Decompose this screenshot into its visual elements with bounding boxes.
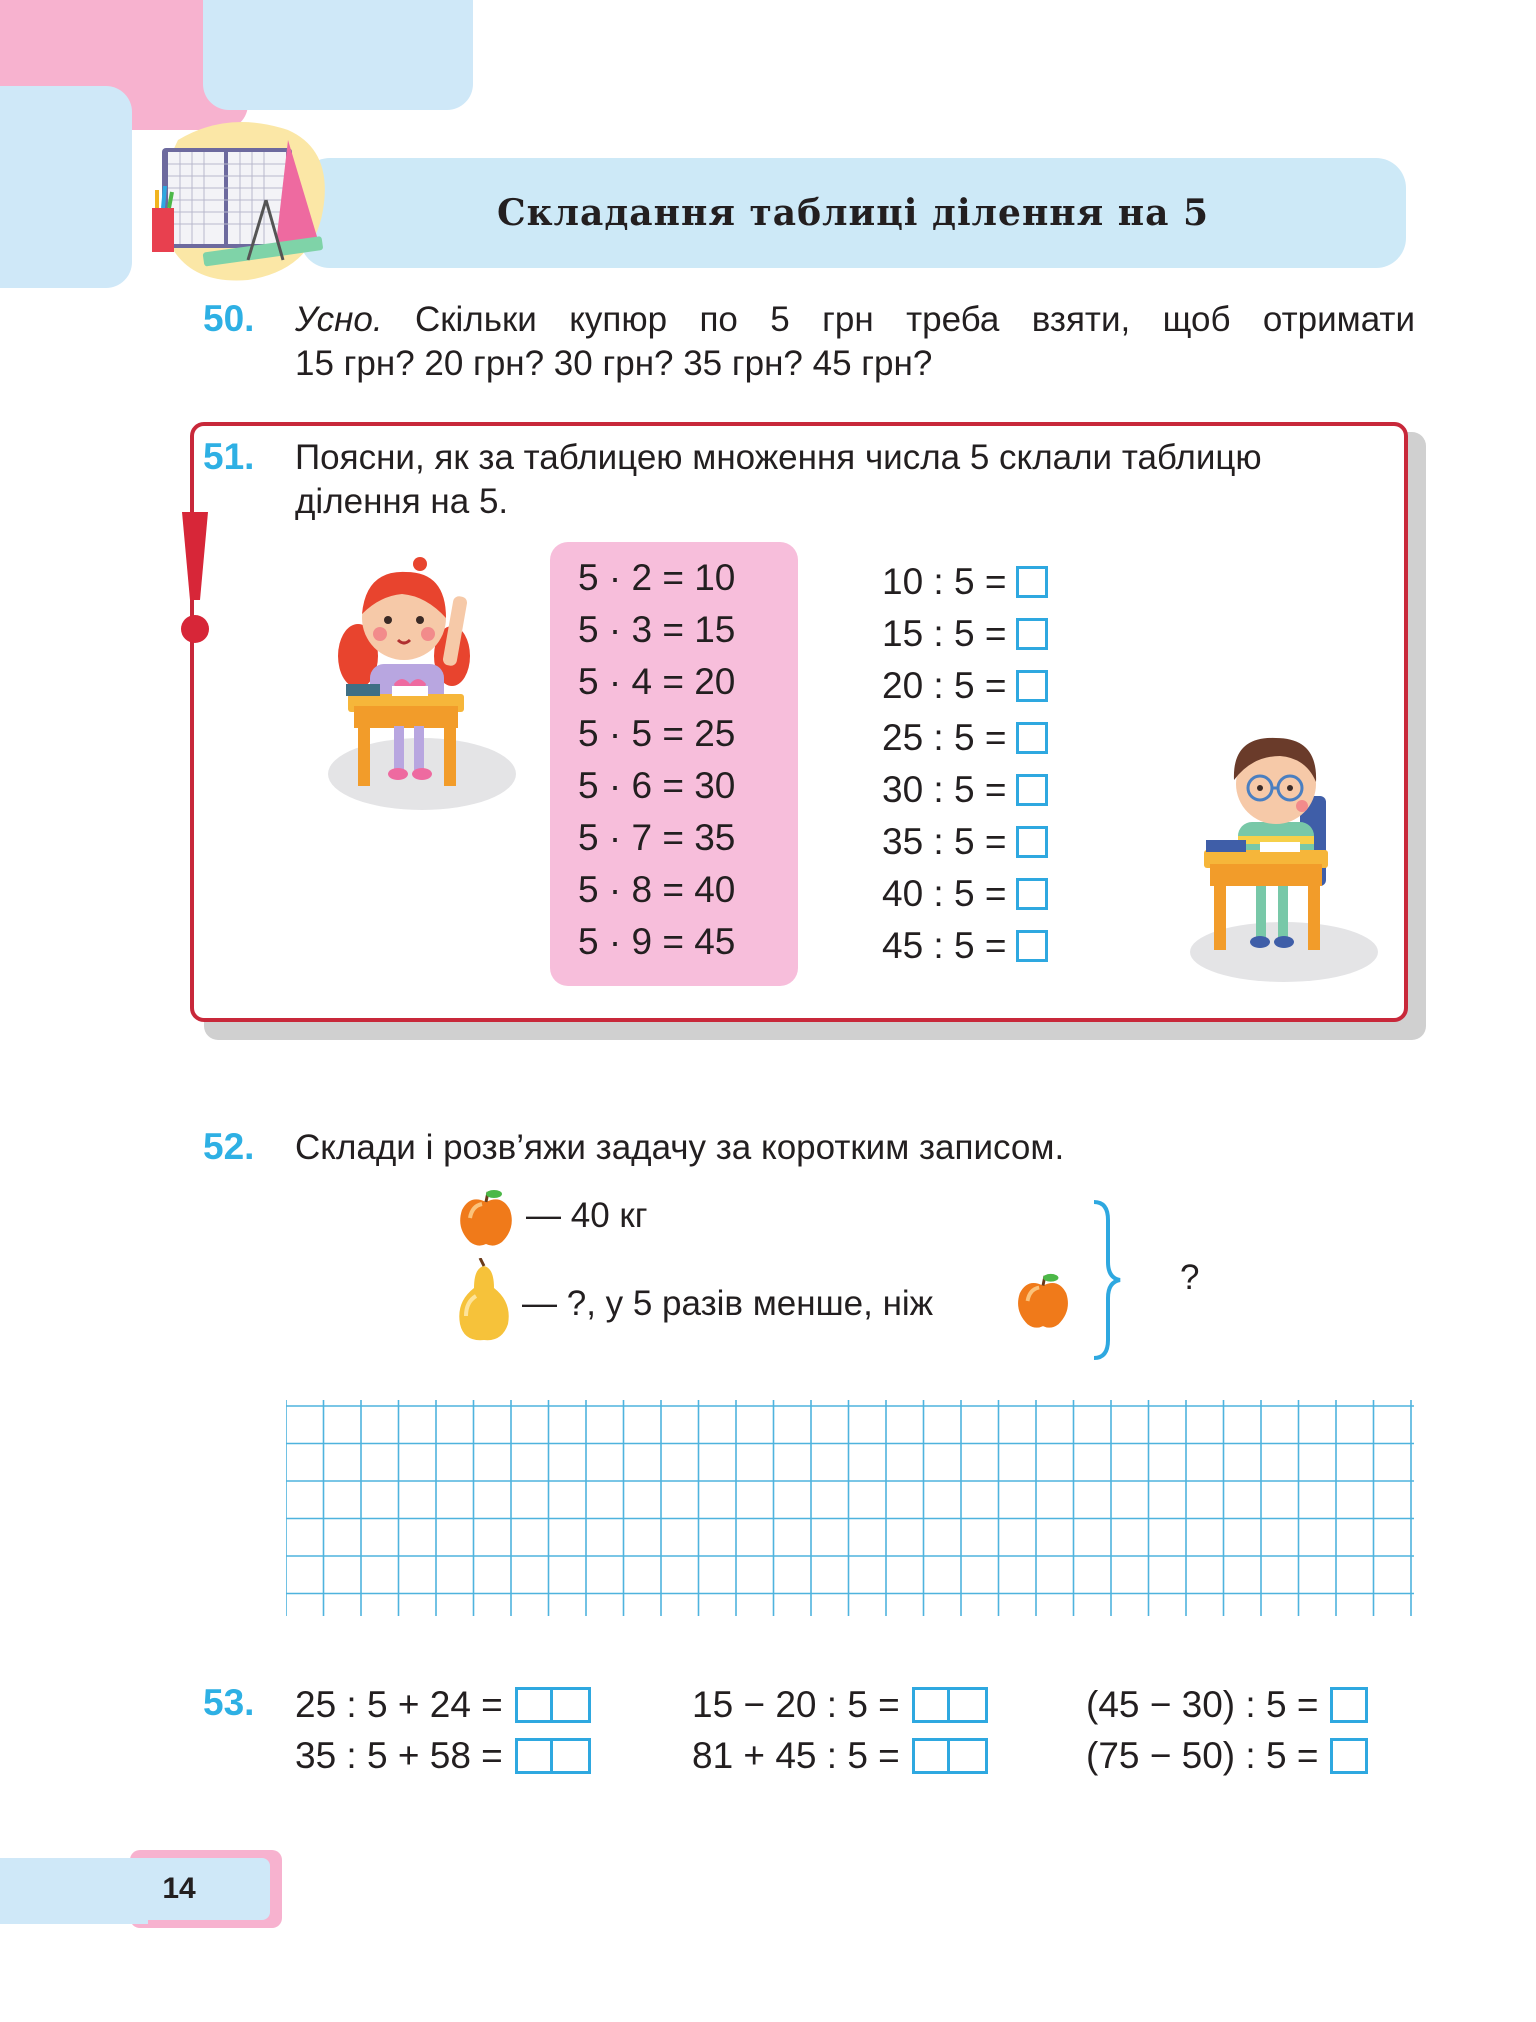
expression: 81 + 45 : 5 =: [692, 1735, 900, 1776]
division-expression: 35 : 5 =: [882, 821, 1007, 862]
multiplication-row: 5 · 9 = 45: [578, 921, 736, 962]
division-expression: 30 : 5 =: [882, 769, 1007, 810]
task-50-line-1: [295, 298, 1415, 342]
two-digit-answer-box[interactable]: [515, 1738, 591, 1774]
question-mark: ?: [1180, 1258, 1200, 1297]
division-expression: 10 : 5 =: [882, 561, 1007, 602]
boy-at-desk-illustration: [1180, 716, 1380, 986]
task-number-52: 52.: [203, 1126, 255, 1167]
task-number-51: 51.: [203, 436, 255, 477]
apples-line: — 40 кг: [526, 1196, 648, 1235]
answer-box[interactable]: [1016, 722, 1048, 754]
corner-decoration-blue-left: [0, 86, 132, 288]
division-row: [882, 764, 1048, 816]
division-expression: 40 : 5 =: [882, 873, 1007, 914]
girl-at-desk-illustration: [322, 556, 522, 826]
division-expression: 20 : 5 =: [882, 665, 1007, 706]
task-number-50: 50.: [203, 298, 255, 339]
answer-box[interactable]: [1330, 1738, 1368, 1774]
two-digit-answer-box[interactable]: [515, 1687, 591, 1723]
pear-icon: [454, 1258, 516, 1342]
expression: (75 − 50) : 5 =: [1086, 1735, 1319, 1776]
division-expression: 25 : 5 =: [882, 717, 1007, 758]
division-expression: 45 : 5 =: [882, 925, 1007, 966]
division-expression: 15 : 5 =: [882, 613, 1007, 654]
division-row: [882, 712, 1048, 764]
answer-box[interactable]: [1016, 566, 1048, 598]
task-51-line-2: ділення на 5.: [295, 482, 509, 521]
expression-row: [692, 1680, 988, 1730]
task-51-line-1: Поясни, як за таблицею множення числа 5 склали таблицю: [295, 438, 1262, 477]
notebook-ruler-icon: [148, 120, 338, 285]
task-50-italic-prefix: Усно.: [295, 300, 383, 339]
answer-box[interactable]: [1330, 1687, 1368, 1723]
division-row: [882, 556, 1048, 608]
answer-box[interactable]: [1016, 774, 1048, 806]
division-row: [882, 608, 1048, 660]
corner-decoration-blue: [203, 0, 473, 110]
curly-brace-icon: [1090, 1200, 1124, 1360]
task-number-53: 53.: [203, 1682, 255, 1723]
multiplication-row: 5 · 4 = 20: [578, 661, 736, 702]
division-row: [882, 660, 1048, 712]
multiplication-row: 5 · 5 = 25: [578, 713, 736, 754]
multiplication-row: 5 · 6 = 30: [578, 765, 736, 806]
multiplication-row: 5 · 2 = 10: [578, 557, 736, 598]
exclamation-icon: [168, 512, 222, 652]
answer-box[interactable]: [1016, 826, 1048, 858]
two-digit-answer-box[interactable]: [912, 1687, 988, 1723]
multiplication-row: 5 · 7 = 35: [578, 817, 736, 858]
expression: 25 : 5 + 24 =: [295, 1684, 503, 1725]
answer-grid[interactable]: [286, 1400, 1414, 1616]
answer-box[interactable]: [1016, 878, 1048, 910]
apple-icon: [456, 1188, 516, 1248]
expression-row: [295, 1680, 591, 1730]
task-50-line-2: 15 грн? 20 грн? 30 грн? 35 грн? 45 грн?: [295, 344, 933, 383]
apple-icon: [1014, 1272, 1072, 1330]
pears-line: — ?, у 5 разів менше, ніж: [522, 1284, 934, 1323]
answer-box[interactable]: [1016, 670, 1048, 702]
division-row: [882, 816, 1048, 868]
task-52-text: Склади і розв’яжи задачу за коротким записом.: [295, 1128, 1065, 1167]
expression-row: [1086, 1731, 1368, 1781]
answer-box[interactable]: [1016, 930, 1048, 962]
division-row: [882, 920, 1048, 972]
expression-row: [1086, 1680, 1368, 1730]
multiplication-row: 5 · 3 = 15: [578, 609, 736, 650]
task-50-question: Скільки купюр по 5 грн треба взяти, щоб отримати: [382, 300, 1415, 339]
multiplication-row: 5 · 8 = 40: [578, 869, 736, 910]
page-number: 14: [162, 1872, 196, 1905]
page-title: Складання таблиці ділення на 5: [496, 192, 1210, 234]
answer-box[interactable]: [1016, 618, 1048, 650]
expression-row: [295, 1731, 591, 1781]
expression: 35 : 5 + 58 =: [295, 1735, 503, 1776]
expression: 15 − 20 : 5 =: [692, 1684, 900, 1725]
division-row: [882, 868, 1048, 920]
expression-row: [692, 1731, 988, 1781]
expression: (45 − 30) : 5 =: [1086, 1684, 1319, 1725]
page-number-strip: [0, 1858, 148, 1924]
two-digit-answer-box[interactable]: [912, 1738, 988, 1774]
